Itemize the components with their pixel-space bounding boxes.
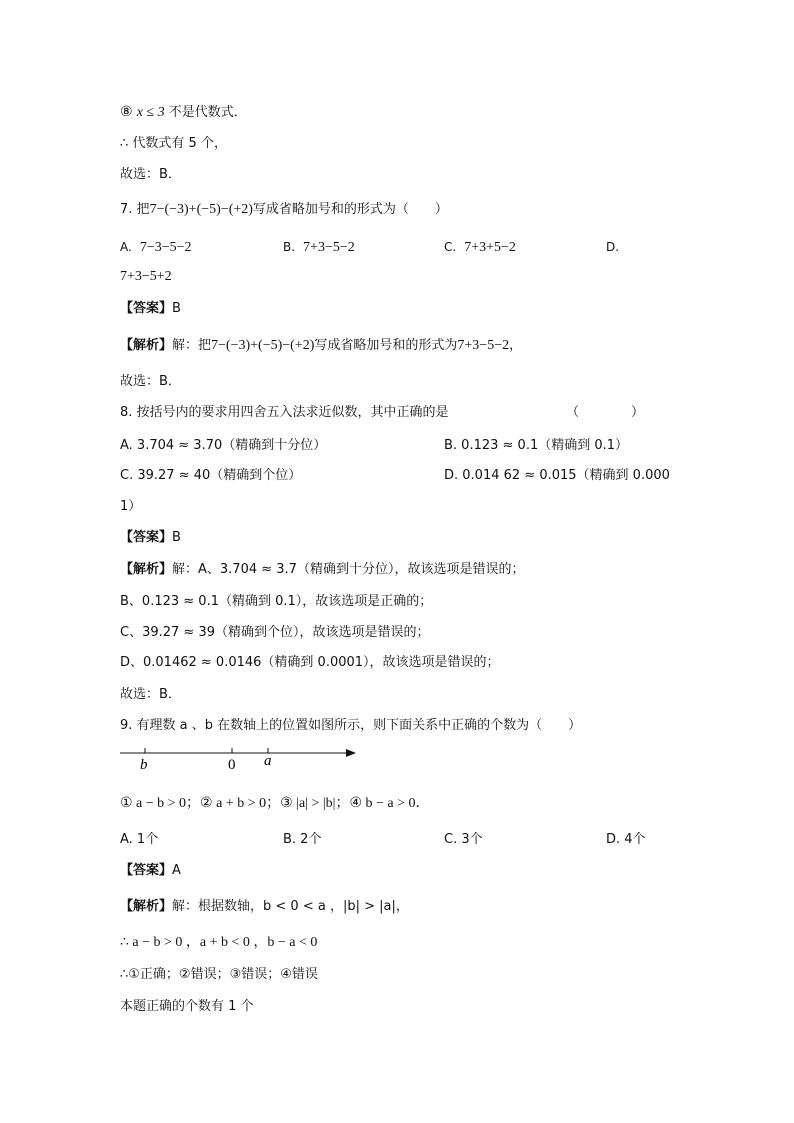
circled-8-marker: ⑧	[120, 105, 133, 120]
q7-analysis: 【解析】解：把7−(−3)+(−5)−(+2)写成省略加号和的形式为7+3−5−2，	[120, 338, 523, 353]
item-8-conclusion: ⑧ x ≤ 3 不是代数式．	[120, 105, 247, 120]
label-zero: 0	[228, 757, 236, 773]
q9-option-b[interactable]: B. 2个	[283, 832, 322, 847]
q8-option-c[interactable]: C. 39.27 ≈ 40（精确到个位）	[120, 468, 302, 483]
q9-option-d[interactable]: D. 4个	[606, 832, 646, 847]
q9-analysis-2: ∴ a − b > 0 ，a + b < 0 ，b − a < 0	[120, 935, 318, 950]
q8-analysis-3: C、39.27 ≈ 39（精确到个位），故该选项是错误的；	[120, 625, 430, 640]
q8-answer-paren: （ ）	[566, 405, 645, 420]
q8-analysis-2: B、0.123 ≈ 0.1（精确到 0.1），故该选项是正确的；	[120, 594, 433, 609]
label-b: b	[140, 757, 148, 773]
q7-expression: 7−(−3)+(−5)−(+2)	[149, 202, 253, 217]
label-a: a	[264, 753, 272, 769]
q9-answer: 【答案】A	[120, 863, 181, 878]
q8-choose: 故选：B．	[120, 687, 181, 702]
q7-stem: 7. 把7−(−3)+(−5)−(+2)写成省略加号和的形式为（ ）	[120, 202, 448, 217]
q8-answer: 【答案】B	[120, 530, 181, 545]
q8-option-d[interactable]: D. 0.014 62 ≈ 0.015（精确到 0.000	[444, 468, 670, 483]
q7-option-d[interactable]: D.	[606, 240, 620, 254]
q8-analysis-1: 【解析】解：A、3.704 ≈ 3.7（精确到十分位），故该选项是错误的；	[120, 562, 525, 577]
q7-option-c[interactable]: C. 7+3+5−2	[444, 240, 516, 255]
q7-choose: 故选：B．	[120, 374, 181, 389]
q9-analysis-1: 【解析】解：根据数轴，b < 0 < a ，|b| > |a|，	[120, 899, 409, 914]
q9-stem: 9. 有理数 a 、b 在数轴上的位置如图所示，则下面关系中正确的个数为（ ）	[120, 718, 582, 733]
q8-option-b[interactable]: B. 0.123 ≈ 0.1（精确到 0.1）	[444, 438, 629, 453]
q7-option-d-value: 7+3−5+2	[120, 269, 172, 284]
q7-option-a[interactable]: A. 7−3−5−2	[120, 240, 192, 255]
q8-stem: 8. 按括号内的要求用四舍五入法求近似数，其中正确的是	[120, 405, 449, 420]
count-conclusion: ∴ 代数式有 5 个，	[120, 136, 227, 151]
q7-answer: 【答案】B	[120, 301, 181, 316]
number-line-figure	[118, 742, 368, 776]
q9-option-a[interactable]: A. 1个	[120, 832, 159, 847]
q8-option-a[interactable]: A. 3.704 ≈ 3.70（精确到十分位）	[120, 438, 327, 453]
q6-choose: 故选：B．	[120, 167, 181, 182]
q7-option-b[interactable]: B. 7+3−5−2	[283, 240, 355, 255]
q9-analysis-4: 本题正确的个数有 1 个	[120, 999, 254, 1014]
q8-analysis-4: D、0.01462 ≈ 0.0146（精确到 0.0001），故该选项是错误的；	[120, 655, 500, 670]
q8-option-d-wrap: 1）	[120, 499, 142, 514]
q9-option-c[interactable]: C. 3个	[444, 832, 483, 847]
q9-relations: ① a − b > 0；② a + b > 0；③ |a| > |b|；④ b − a > 0．	[120, 796, 430, 811]
q9-analysis-3: ∴①正确；②错误；③错误；④错误	[120, 967, 318, 982]
math-inequality: x ≤ 3	[136, 105, 165, 120]
axis-arrow-icon	[346, 749, 356, 757]
therefore-symbol: ∴	[120, 136, 129, 151]
